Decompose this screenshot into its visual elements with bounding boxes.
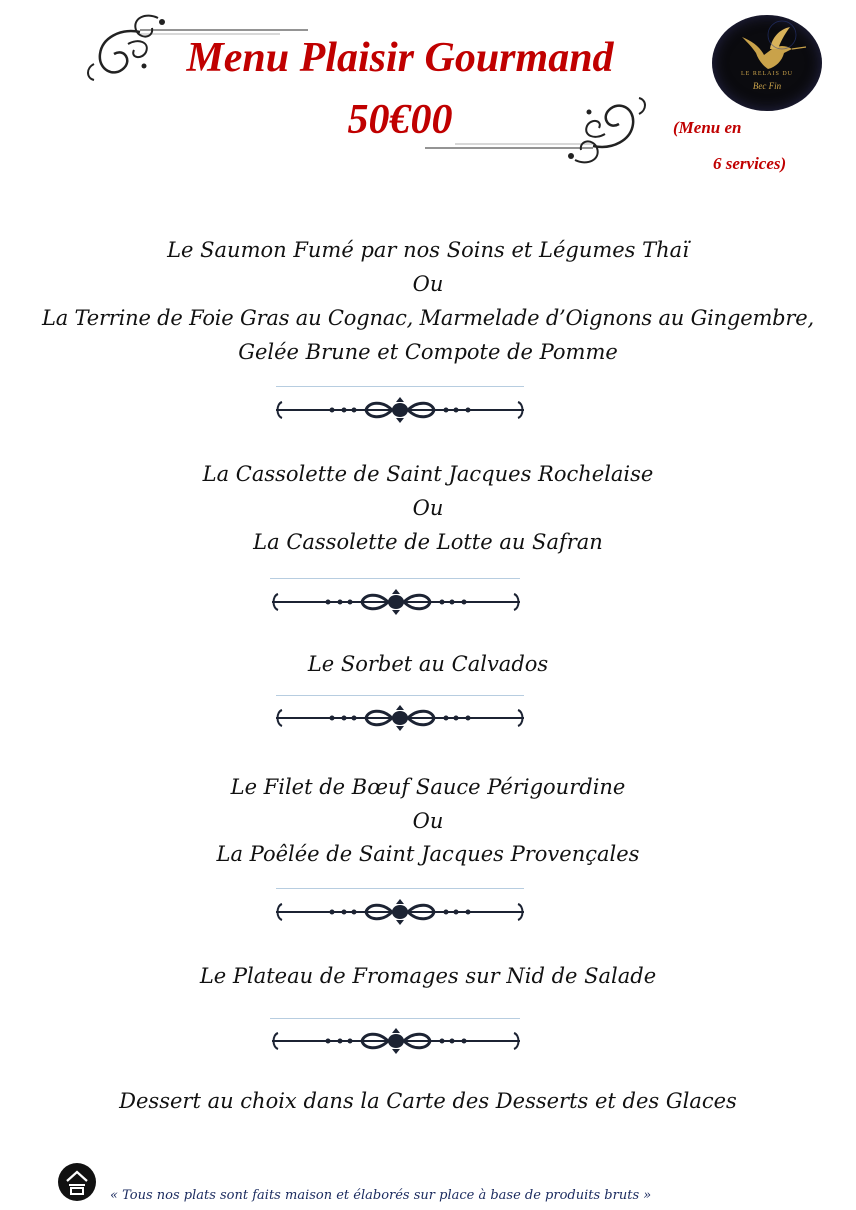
ornament-divider-icon xyxy=(272,898,528,926)
ornament-divider-icon xyxy=(268,588,524,616)
course-3-line-1: Le Sorbet au Calvados xyxy=(307,652,549,676)
menu-note-line2: 6 services) xyxy=(713,154,787,173)
menu-price: 50€00 xyxy=(347,97,453,143)
divider-rule xyxy=(270,578,520,579)
course-2-line-1: La Cassolette de Saint Jacques Rochelaise xyxy=(202,462,654,486)
course-2-or: Ou xyxy=(412,496,444,520)
ornament-divider-icon xyxy=(272,396,528,424)
course-4-line-1: Le Filet de Bœuf Sauce Périgourdine xyxy=(230,775,626,799)
divider-rule xyxy=(276,386,524,387)
course-5-line-1: Le Plateau de Fromages sur Nid de Salade xyxy=(199,964,657,988)
logo-text-top: LE RELAIS DU xyxy=(741,71,793,77)
course-1-line-2: La Terrine de Foie Gras au Cognac, Marmelade d’Oignons au Gingembre, xyxy=(42,306,814,330)
logo-text-bottom: Bec Fin xyxy=(752,81,782,91)
divider-rule xyxy=(270,1018,520,1019)
ornament-divider-icon xyxy=(268,1027,524,1055)
fait-maison-icon xyxy=(58,1163,96,1201)
footer-statement: « Tous nos plats sont faits maison et élaborés sur place à base de produits bruts » xyxy=(110,1188,652,1203)
menu-title: Menu Plaisir Gourmand xyxy=(186,35,614,81)
ornament-divider-icon xyxy=(272,704,528,732)
restaurant-logo xyxy=(712,15,822,111)
divider-rule xyxy=(276,888,524,889)
course-1-line-1: Le Saumon Fumé par nos Soins et Légumes Thaï xyxy=(167,238,689,262)
course-1-line-3: Gelée Brune et Compote de Pomme xyxy=(238,340,618,364)
course-2-line-2: La Cassolette de Lotte au Safran xyxy=(253,530,603,554)
divider-rule xyxy=(276,695,524,696)
menu-note-line1: (Menu en xyxy=(673,118,742,137)
course-4-line-2: La Poêlée de Saint Jacques Provençales xyxy=(216,842,640,866)
course-1-or: Ou xyxy=(412,272,444,296)
hummingbird-icon xyxy=(712,15,822,111)
course-6-line-1: Dessert au choix dans la Carte des Desserts et des Glaces xyxy=(119,1089,737,1113)
course-4-or: Ou xyxy=(412,809,444,833)
